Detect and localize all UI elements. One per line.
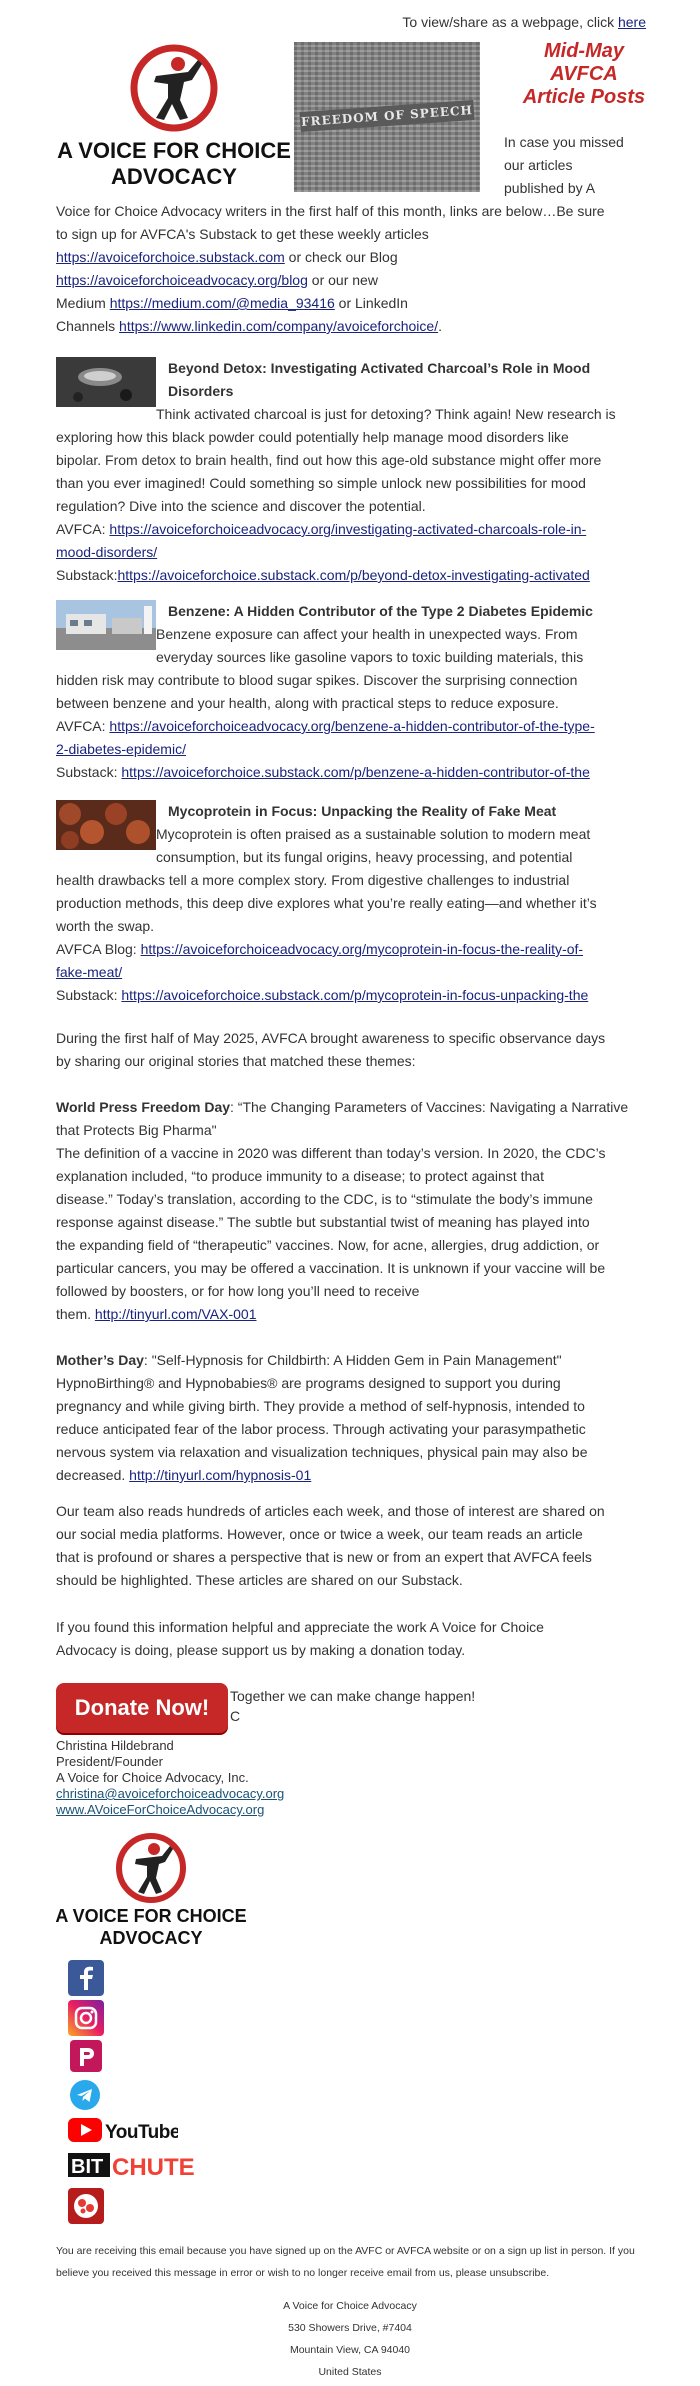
- bitchute-icon[interactable]: [68, 2150, 208, 2180]
- youtube-icon[interactable]: [68, 2116, 178, 2144]
- article-body-line: Mycoprotein is often praised as a sustainable solution to modern meat: [156, 826, 591, 842]
- intro-line: to sign up for AVFCA's Substack to get these weekly articles: [56, 226, 429, 242]
- link-label: AVFCA Blog:: [56, 941, 141, 957]
- section-title: : "Self-Hypnosis for Childbirth: A Hidden Gem in Pain Management": [143, 1352, 562, 1368]
- intro-line: our articles: [504, 157, 573, 173]
- vax-link[interactable]: http://tinyurl.com/VAX-001: [94, 1306, 257, 1322]
- article-benzene: [56, 600, 656, 784]
- link-label: Substack:: [56, 987, 122, 1003]
- instagram-icon[interactable]: [68, 2000, 104, 2036]
- intro-text: or LinkedIn: [334, 295, 408, 311]
- intro-text: or our new: [307, 272, 378, 288]
- together-line: C: [230, 1708, 241, 1724]
- mothers-day-section: [56, 1349, 668, 1487]
- paragraph-line: The definition of a vaccine in 2020 was different than today’s version. In 2020, the CDC’s: [56, 1145, 606, 1161]
- youtube-wordmark: YouTube: [105, 2122, 178, 2143]
- avfca-article-link[interactable]: fake-meat/: [56, 964, 123, 980]
- side-title-line: AVFCA: [550, 63, 618, 85]
- bitchute-wordmark-a: BIT: [71, 2156, 104, 2178]
- substack-article-link[interactable]: https://avoiceforchoice.substack.com/p/mycoprotein-in-focus-unpacking-the: [121, 987, 589, 1003]
- paragraph-line: Our team also reads hundreds of articles each week, and those of interest are shared on: [56, 1503, 605, 1519]
- brand-line-1: A VOICE FOR CHOICE: [56, 1906, 246, 1926]
- signature-block: [56, 1738, 284, 1818]
- signature-name: Christina Hildebrand: [56, 1738, 174, 1753]
- avfca-article-link[interactable]: https://avoiceforchoiceadvocacy.org/benzene-a-hidden-contributor-of-the-type-: [109, 718, 595, 734]
- intro-line: Voice for Choice Advocacy writers in the first half of this month, links are below…Be sure: [56, 203, 605, 219]
- address-org: A Voice for Choice Advocacy: [283, 2300, 417, 2312]
- website-link[interactable]: www.AVoiceForChoiceAdvocacy.org: [56, 1802, 265, 1817]
- article-body-line: between benzene and your health, along with practical steps to reduce exposure.: [56, 695, 559, 711]
- avfca-footer-logo[interactable]: [56, 1832, 246, 1950]
- paragraph-line: HypnoBirthing® and Hypnobabies® are programs designed to support you during: [56, 1375, 561, 1391]
- article-body-line: bipolar. From detox to brain health, find out how this age-old substance might offer more: [56, 452, 602, 468]
- webview-text: To view/share as a webpage, click: [402, 14, 618, 30]
- article-title[interactable]: Mycoprotein in Focus: Unpacking the Reality of Fake Meat: [168, 803, 557, 819]
- brand-line-1: A VOICE FOR CHOICE: [57, 138, 291, 163]
- together-text: [230, 1686, 475, 1726]
- section-heading: Mother’s Day: [56, 1352, 144, 1368]
- signature-role: President/Founder: [56, 1754, 163, 1769]
- email-link[interactable]: christina@avoiceforchoiceadvocacy.org: [56, 1786, 285, 1801]
- youtube-glyph-icon: [68, 2116, 178, 2144]
- paragraph-line: decreased.: [56, 1467, 130, 1483]
- intro-side-text: [504, 131, 664, 200]
- address-city: Mountain View, CA 94040: [289, 2344, 411, 2356]
- mycoprotein-thumbnail: [56, 800, 156, 850]
- team-paragraph: [56, 1500, 668, 1592]
- side-title-line: Mid-May: [544, 40, 624, 62]
- logo-emblem-icon: [56, 42, 292, 192]
- article-body-line: regulation? Dive into the science and discover the potential.: [56, 498, 426, 514]
- facebook-glyph-icon: [68, 1960, 104, 1996]
- side-title: [514, 40, 654, 109]
- gab-glyph-icon: [68, 2188, 104, 2224]
- press-freedom-section: [56, 1096, 668, 1326]
- intro-text: Channels: [56, 318, 120, 334]
- title-line: Disorders: [168, 383, 234, 399]
- benzene-thumbnail: [56, 600, 156, 650]
- paragraph-line: During the first half of May 2025, AVFCA brought awareness to specific observance days: [56, 1030, 606, 1046]
- section-title: : “The Changing Parameters of Vaccines: Navigating a Narrative: [230, 1099, 629, 1115]
- charcoal-thumbnail: [56, 357, 156, 407]
- substack-article-link[interactable]: https://avoiceforchoice.substack.com/p/benzene-a-hidden-contributor-of-the: [121, 764, 590, 780]
- observance-paragraph: [56, 1027, 668, 1073]
- link-label: AVFCA:: [56, 718, 110, 734]
- together-line: Together we can make change happen!: [230, 1688, 476, 1704]
- article-charcoal: [56, 357, 656, 587]
- parler-icon[interactable]: [70, 2040, 102, 2072]
- title-line: Beyond Detox: Investigating Activated Charcoal’s Role in Mood: [168, 360, 591, 376]
- address-country: United States: [318, 2366, 382, 2378]
- paragraph-line: should be highlighted. These articles are shared on our Substack.: [56, 1572, 463, 1588]
- brand-line-2: ADVOCACY: [111, 164, 237, 189]
- article-title[interactable]: Benzene: A Hidden Contributor of the Type 2 Diabetes Epidemic: [168, 603, 593, 619]
- intro-line: published by A: [504, 180, 596, 196]
- article-body-line: exploring how this black powder could potentially help manage mood disorders like: [56, 429, 569, 445]
- link-label: Substack:: [56, 764, 122, 780]
- article-body-line: everyday sources like gasoline vapors to toxic building materials, this: [156, 649, 584, 665]
- medium-link[interactable]: https://medium.com/@media_93416: [109, 295, 335, 311]
- avfca-article-link[interactable]: https://avoiceforchoiceadvocacy.org/investigating-activated-charcoals-role-in-: [109, 521, 587, 537]
- paragraph-line: response against disease.” The subtle but substantial twist of meaning has played into: [56, 1214, 590, 1230]
- hypnosis-link[interactable]: http://tinyurl.com/hypnosis-01: [129, 1467, 312, 1483]
- paragraph-line: our social media platforms. However, once or twice a week, our team reads an article: [56, 1526, 583, 1542]
- webview-bar: [402, 14, 646, 30]
- legal-line: You are receiving this email because you have signed up on the AVFC or AVFCA website or on a sign up list in person. If you: [56, 2245, 635, 2257]
- intro-line: In case you missed: [504, 134, 624, 150]
- avfca-article-link[interactable]: https://avoiceforchoiceadvocacy.org/mycoprotein-in-focus-the-reality-of-: [140, 941, 584, 957]
- avfca-article-link[interactable]: mood-disorders/: [56, 544, 158, 560]
- paragraph-line: disease.” Today’s translation, according to the CDC, is to “stimulate the body’s immune: [56, 1191, 593, 1207]
- article-body-line: consumption, but its fungal origins, heavy processing, and potential: [156, 849, 573, 865]
- article-mycoprotein: [56, 800, 656, 1007]
- side-title-line: Article Posts: [522, 86, 646, 108]
- signature-org: A Voice for Choice Advocacy, Inc.: [56, 1770, 249, 1785]
- telegram-icon[interactable]: [70, 2080, 100, 2110]
- substack-article-link[interactable]: https://avoiceforchoice.substack.com/p/beyond-detox-investigating-activated: [117, 567, 590, 583]
- substack-link[interactable]: https://avoiceforchoice.substack.com: [56, 249, 285, 265]
- bitchute-glyph-icon: [68, 2150, 208, 2180]
- paragraph-line: the expanding field of “therapeutic” vaccines. Now, for acne, allergies, drug addiction, or: [56, 1237, 600, 1253]
- support-paragraph: [56, 1616, 668, 1662]
- avfca-logo[interactable]: [56, 42, 292, 192]
- article-body-line: hidden risk may contribute to blood sugar spikes. Discover the surprising connection: [56, 672, 578, 688]
- intro-paragraph: [56, 200, 656, 338]
- instagram-glyph-icon: [68, 2000, 104, 2036]
- blog-link[interactable]: https://avoiceforchoiceadvocacy.org/blog: [56, 272, 308, 288]
- bitchute-wordmark-b: CHUTE: [112, 2154, 195, 2180]
- intro-text: Medium: [56, 295, 110, 311]
- paragraph-line: If you found this information helpful and appreciate the work A Voice for Choice: [56, 1619, 544, 1635]
- paragraph-line: explanation included, “to produce immunity to a disease; to protect against that: [56, 1168, 544, 1184]
- freedom-of-speech-image: [294, 42, 480, 192]
- paragraph-line: by sharing our original stories that matched these themes:: [56, 1053, 416, 1069]
- paragraph-line: Advocacy is doing, please support us by making a donation today.: [56, 1642, 466, 1658]
- article-body-line: Think activated charcoal is just for detoxing? Think again! New research is: [156, 406, 616, 422]
- paragraph-line: nervous system via relaxation and visualization techniques, physical pain may also be: [56, 1444, 588, 1460]
- gab-icon[interactable]: [68, 2188, 104, 2224]
- paragraph-line: particular cancers, you may be offered a vaccination. It is unknown if your vaccine will be: [56, 1260, 606, 1276]
- section-heading: World Press Freedom Day: [56, 1099, 231, 1115]
- paragraph-line: them.: [56, 1306, 95, 1322]
- article-body-line: Benzene exposure can affect your health in unexpected ways. From: [156, 626, 578, 642]
- link-label: AVFCA:: [56, 521, 110, 537]
- facebook-icon[interactable]: [68, 1960, 104, 1996]
- parler-glyph-icon: [70, 2040, 102, 2072]
- article-body-line: than you ever imagined! Could something so simple unlock new possibilities for mood: [56, 475, 586, 491]
- freedom-of-speech-label: FREEDOM OF SPEECH: [300, 100, 475, 132]
- webview-link[interactable]: here: [617, 14, 646, 30]
- logo-emblem-icon: [56, 1832, 246, 1950]
- intro-text: or check our Blog: [284, 249, 398, 265]
- article-title[interactable]: [168, 357, 656, 403]
- brand-line-2: ADVOCACY: [99, 1928, 203, 1948]
- article-body-line: worth the swap.: [56, 918, 155, 934]
- link-label: Substack:: [56, 567, 118, 583]
- intro-text: .: [438, 318, 442, 334]
- paragraph-line: pregnancy and while giving birth. They provide a method of self-hypnosis, intended to: [56, 1398, 585, 1414]
- linkedin-link[interactable]: https://www.linkedin.com/company/avoiceforchoice/: [119, 318, 439, 334]
- paragraph-line: that is profound or shares a perspective that is new or from an expert that AVFCA feels: [56, 1549, 592, 1565]
- donate-button[interactable]: Donate Now!: [56, 1683, 228, 1733]
- legal-line: believe you received this message in error or wish to no longer receive email from us, please unsubscribe.: [56, 2267, 550, 2279]
- telegram-glyph-icon: [70, 2080, 100, 2110]
- section-title: that Protects Big Pharma": [56, 1122, 217, 1138]
- avfca-article-link[interactable]: 2-diabetes-epidemic/: [56, 741, 186, 757]
- paragraph-line: reduce anticipated fear of the labor process. Through activating your parasympathetic: [56, 1421, 586, 1437]
- address-street: 530 Showers Drive, #7404: [288, 2322, 412, 2334]
- legal-notice: [56, 2240, 646, 2284]
- article-body-line: health drawbacks tell a more complex story. From digestive challenges to industrial: [56, 872, 570, 888]
- paragraph-line: followed by boosters, or for how long you’ll need to receive: [56, 1283, 420, 1299]
- article-body-line: production methods, this deep dive explores what you’re really eating—and whether it’s: [56, 895, 597, 911]
